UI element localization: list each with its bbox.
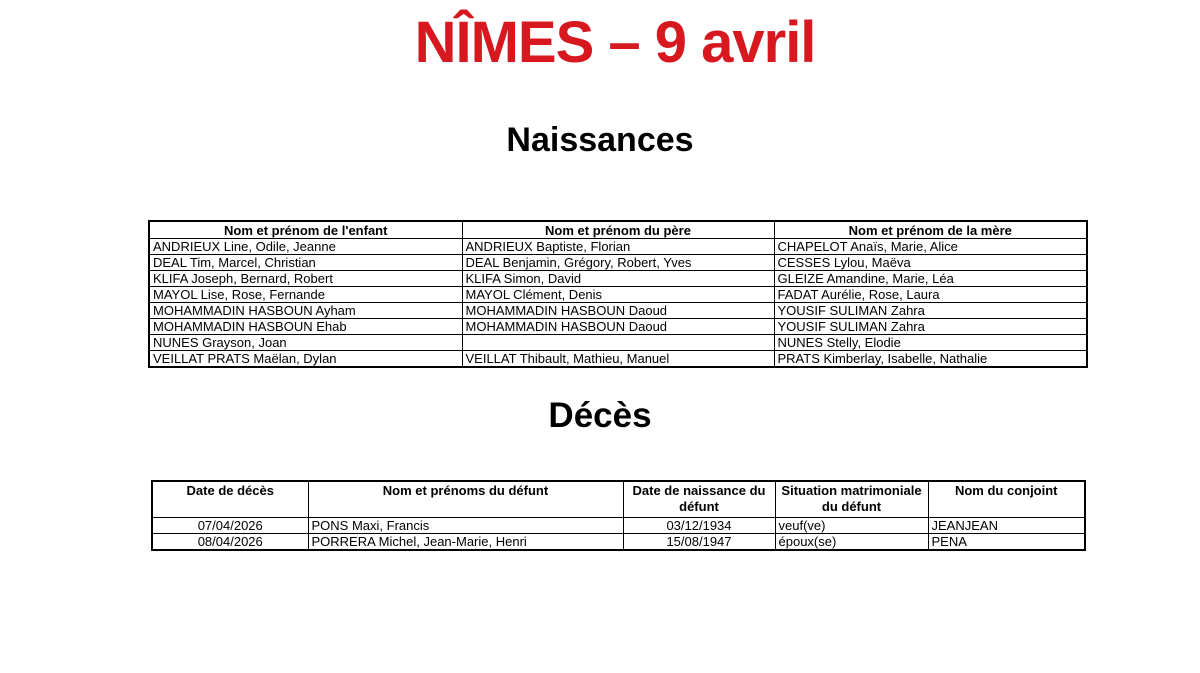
table-cell: PRATS Kimberlay, Isabelle, Nathalie bbox=[774, 351, 1087, 368]
deces-table-header bbox=[152, 481, 1085, 517]
table-cell: YOUSIF SULIMAN Zahra bbox=[774, 303, 1087, 319]
table-cell: VEILLAT Thibault, Mathieu, Manuel bbox=[462, 351, 774, 368]
table-cell: ANDRIEUX Baptiste, Florian bbox=[462, 239, 774, 255]
table-cell: NUNES Stelly, Elodie bbox=[774, 335, 1087, 351]
table-cell: MAYOL Lise, Rose, Fernande bbox=[149, 287, 462, 303]
column-header: Situation matrimoniale du défunt bbox=[775, 481, 928, 517]
table-cell: ANDRIEUX Line, Odile, Jeanne bbox=[149, 239, 462, 255]
table-cell: VEILLAT PRATS Maëlan, Dylan bbox=[149, 351, 462, 368]
table-cell: 03/12/1934 bbox=[623, 517, 775, 533]
table-row bbox=[149, 319, 1087, 335]
table-cell: MOHAMMADIN HASBOUN Daoud bbox=[462, 319, 774, 335]
table-cell: MOHAMMADIN HASBOUN Ayham bbox=[149, 303, 462, 319]
table-cell: JEANJEAN bbox=[928, 517, 1085, 533]
table-row bbox=[149, 335, 1087, 351]
table-row bbox=[152, 517, 1085, 533]
column-header: Nom et prénom du père bbox=[462, 221, 774, 239]
deces-section-heading: Décès bbox=[548, 396, 652, 435]
table-row bbox=[149, 287, 1087, 303]
table-cell: 07/04/2026 bbox=[152, 517, 308, 533]
deces-table bbox=[151, 480, 1086, 551]
table-row bbox=[149, 255, 1087, 271]
table-row bbox=[149, 351, 1087, 368]
table-cell: KLIFA Simon, David bbox=[462, 271, 774, 287]
table-row bbox=[152, 533, 1085, 550]
column-header: Nom et prénoms du défunt bbox=[308, 481, 623, 517]
column-header: Date de décès bbox=[152, 481, 308, 517]
table-cell: YOUSIF SULIMAN Zahra bbox=[774, 319, 1087, 335]
table-cell: CESSES Lylou, Maëva bbox=[774, 255, 1087, 271]
column-header: Nom du conjoint bbox=[928, 481, 1085, 517]
table-row bbox=[149, 239, 1087, 255]
naissances-table bbox=[148, 220, 1088, 368]
table-cell: MAYOL Clément, Denis bbox=[462, 287, 774, 303]
table-cell: MOHAMMADIN HASBOUN Ehab bbox=[149, 319, 462, 335]
naissances-section-heading: Naissances bbox=[506, 121, 694, 159]
table-cell: DEAL Tim, Marcel, Christian bbox=[149, 255, 462, 271]
table-row bbox=[149, 271, 1087, 287]
table-cell: époux(se) bbox=[775, 533, 928, 550]
table-cell: KLIFA Joseph, Bernard, Robert bbox=[149, 271, 462, 287]
table-cell: PENA bbox=[928, 533, 1085, 550]
table-cell: 08/04/2026 bbox=[152, 533, 308, 550]
page-title: NÎMES – 9 avril bbox=[414, 10, 816, 75]
table-cell: DEAL Benjamin, Grégory, Robert, Yves bbox=[462, 255, 774, 271]
table-cell: PORRERA Michel, Jean-Marie, Henri bbox=[308, 533, 623, 550]
naissances-table-body bbox=[149, 239, 1087, 368]
column-header: Date de naissance du défunt bbox=[623, 481, 775, 517]
table-cell: CHAPELOT Anaïs, Marie, Alice bbox=[774, 239, 1087, 255]
naissances-table-header bbox=[149, 221, 1087, 239]
table-cell: veuf(ve) bbox=[775, 517, 928, 533]
table-cell: NUNES Grayson, Joan bbox=[149, 335, 462, 351]
table-cell: PONS Maxi, Francis bbox=[308, 517, 623, 533]
column-header: Nom et prénom de la mère bbox=[774, 221, 1087, 239]
table-cell: 15/08/1947 bbox=[623, 533, 775, 550]
table-cell: FADAT Aurélie, Rose, Laura bbox=[774, 287, 1087, 303]
table-cell bbox=[462, 335, 774, 351]
deces-table-body bbox=[152, 517, 1085, 550]
table-cell: MOHAMMADIN HASBOUN Daoud bbox=[462, 303, 774, 319]
table-cell: GLEIZE Amandine, Marie, Léa bbox=[774, 271, 1087, 287]
table-row bbox=[149, 303, 1087, 319]
column-header: Nom et prénom de l'enfant bbox=[149, 221, 462, 239]
